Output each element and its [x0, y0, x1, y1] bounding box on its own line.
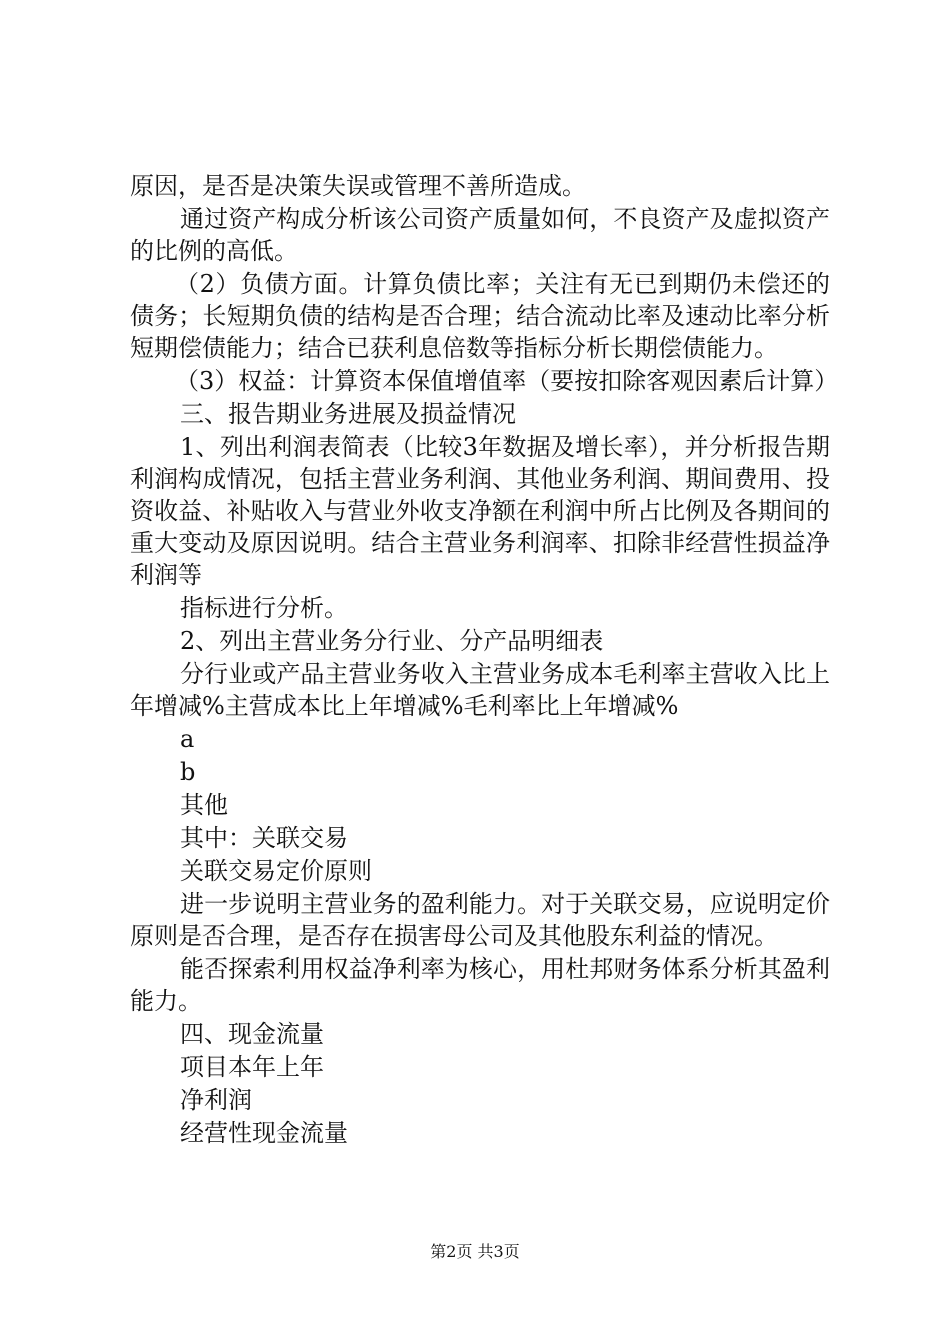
section-heading-cash-flow: 四、现金流量: [180, 1020, 324, 1048]
table-row-pricing-principle: 关联交易定价原则: [180, 857, 372, 885]
paragraph-segment-columns: 分行业或产品主营业务收入主营业务成本毛利率主营收入比上年增减%主营成本比上年增减%毛利率比上年增减%: [130, 660, 830, 720]
paragraph-liabilities: （2）负债方面。计算负债比率；关注有无已到期仍未偿还的债务；长短期负债的结构是否合理；结合流动比率及速动比率分析短期偿债能力；结合已获利息倍数等指标分析长期偿债能力。: [130, 270, 830, 362]
section-heading-business-progress: 三、报告期业务进展及损益情况: [180, 400, 516, 428]
table-row-header-years: 项目本年上年: [180, 1053, 324, 1081]
paragraph-indicator-analysis: 指标进行分析。: [180, 594, 348, 622]
paragraph-asset-quality: 通过资产构成分析该公司资产质量如何，不良资产及虚拟资产的比例的高低。: [130, 205, 830, 265]
paragraph-segment-table: 2、列出主营业务分行业、分产品明细表: [180, 627, 604, 655]
paragraph-cause: 原因，是否是决策失误或管理不善所造成。: [130, 172, 586, 200]
table-row-related-transactions: 其中：关联交易: [180, 824, 348, 852]
paragraph-profitability: 进一步说明主营业务的盈利能力。对于关联交易，应说明定价原则是否合理，是否存在损害母公司及其他股东利益的情况。: [130, 890, 830, 950]
paragraph-dupont: 能否探索利用权益净利率为核心，用杜邦财务体系分析其盈利能力。: [130, 955, 830, 1015]
table-row-net-profit: 净利润: [180, 1086, 252, 1114]
document-body: [130, 170, 839, 1150]
table-row-operating-cash-flow: 经营性现金流量: [180, 1119, 348, 1147]
paragraph-income-statement: 1、列出利润表简表（比较3年数据及增长率），并分析报告期利润构成情况，包括主营业务利润、其他业务利润、期间费用、投资收益、补贴收入与营业外收支净额在利润中所占比例及各期间的重大变动及原因说明。结合主营业务利润率、扣除非经营性损益净利润等: [130, 433, 830, 589]
table-row-other: 其他: [180, 791, 228, 819]
table-row-a: a: [180, 725, 195, 753]
paragraph-equity: （3）权益：计算资本保值增值率（要按扣除客观因素后计算）: [175, 367, 839, 395]
table-row-b: b: [180, 758, 196, 786]
page-number-footer: 第2页 共3页: [430, 1242, 520, 1261]
